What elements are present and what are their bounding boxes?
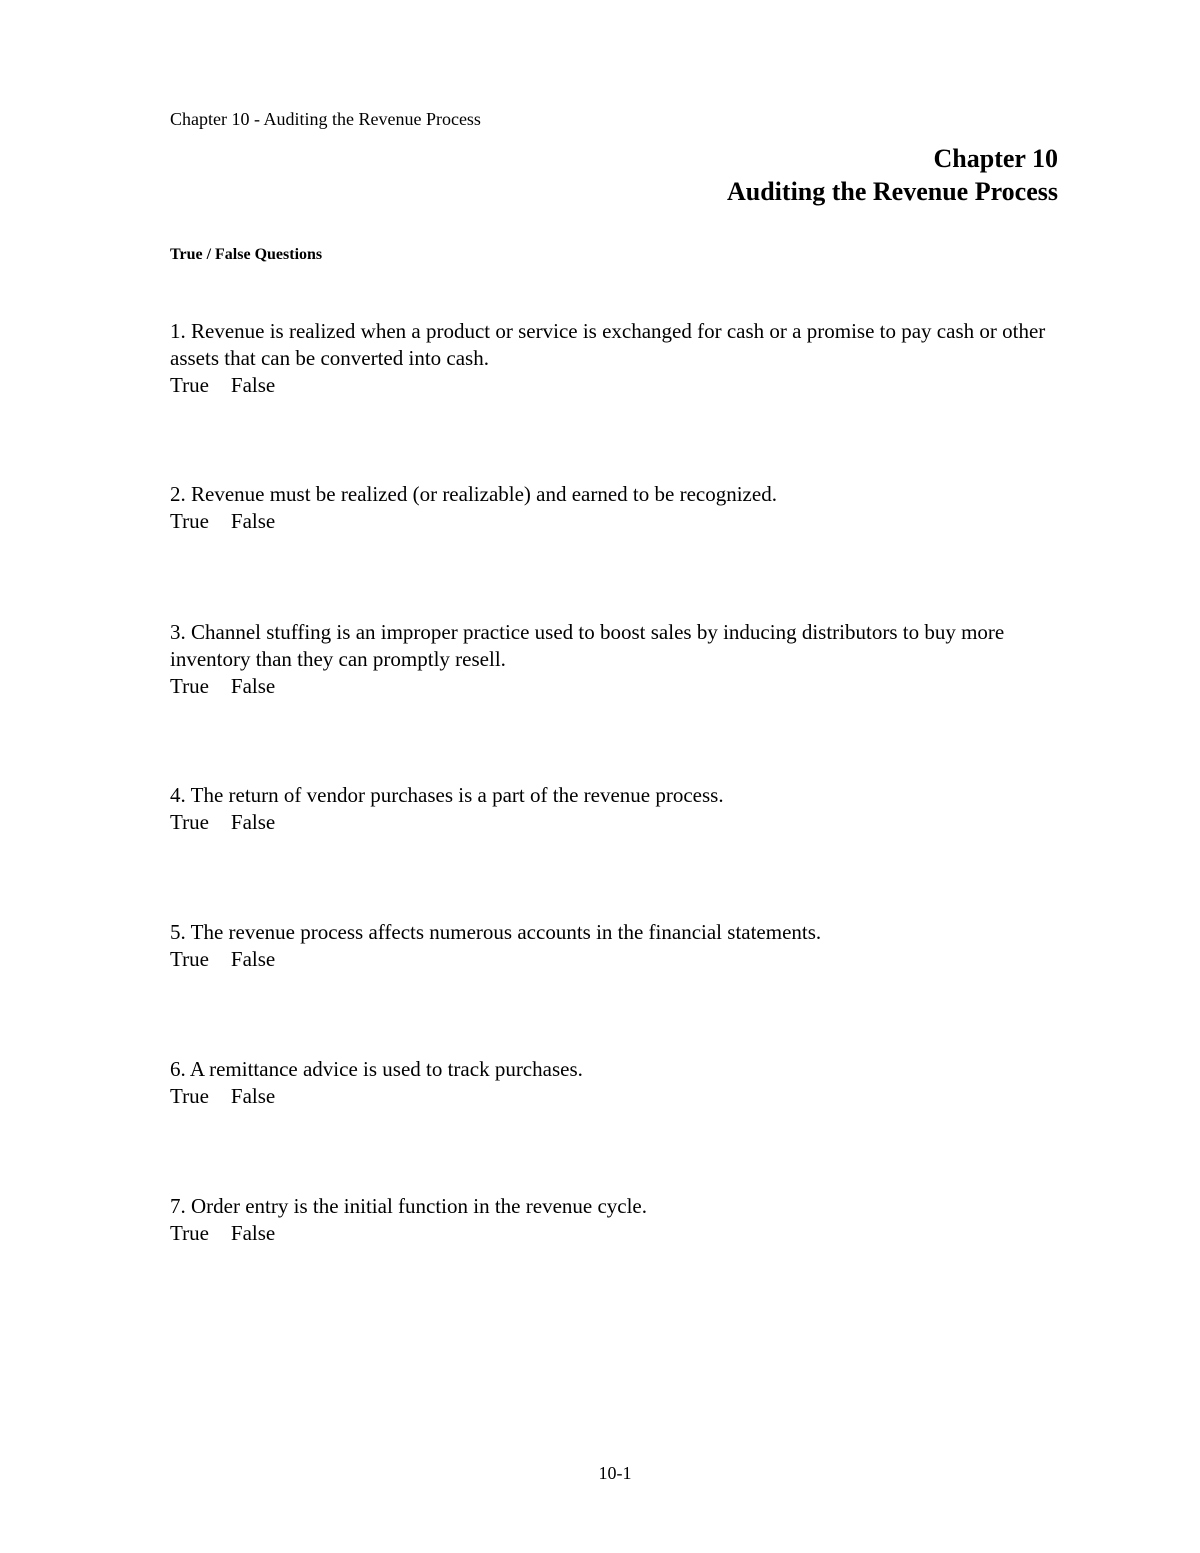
option-false: False: [230, 1221, 276, 1245]
question-item: [170, 1056, 1070, 1110]
option-false: False: [230, 1084, 276, 1108]
question-text: 4. The return of vendor purchases is a part of the revenue process.: [170, 783, 724, 807]
question-item: [170, 619, 1070, 700]
question-item: [170, 919, 1070, 973]
option-true: True: [170, 373, 209, 397]
question-text: 5. The revenue process affects numerous accounts in the financial statements.: [170, 920, 822, 944]
option-true: True: [170, 947, 209, 971]
option-true: True: [170, 509, 209, 533]
section-heading: True / False Questions: [170, 246, 323, 263]
answer-options: [170, 809, 1070, 836]
option-true: True: [170, 674, 209, 698]
option-true: True: [170, 1221, 209, 1245]
answer-options: [170, 1220, 1070, 1247]
question-item: [170, 318, 1070, 399]
option-false: False: [230, 947, 276, 971]
option-false: False: [230, 373, 276, 397]
question-text: 2. Revenue must be realized (or realizable) and earned to be recognized.: [170, 482, 777, 506]
question-item: [170, 1193, 1070, 1247]
question-text: 6. A remittance advice is used to track purchases.: [170, 1057, 583, 1081]
answer-options: [170, 372, 1070, 399]
option-true: True: [170, 1084, 209, 1108]
option-true: True: [170, 810, 209, 834]
question-item: [170, 481, 1070, 535]
option-false: False: [230, 674, 276, 698]
chapter-title-line-2: Auditing the Revenue Process: [726, 177, 1058, 206]
answer-options: [170, 508, 1070, 535]
running-header: Chapter 10 - Auditing the Revenue Process: [170, 109, 481, 129]
question-text: 1. Revenue is realized when a product or service is exchanged for cash or a promise to pay cash or other assets that can be converted into cash.: [170, 319, 1046, 370]
page-number: 10-1: [598, 1463, 632, 1483]
question-item: [170, 782, 1070, 836]
question-text: 3. Channel stuffing is an improper practice used to boost sales by inducing distributors to buy more inventory than they can promptly resell.: [170, 620, 1005, 671]
option-false: False: [230, 810, 276, 834]
answer-options: [170, 1083, 1070, 1110]
question-text: 7. Order entry is the initial function in the revenue cycle.: [170, 1194, 648, 1218]
answer-options: [170, 673, 1070, 700]
option-false: False: [230, 509, 276, 533]
chapter-title: [727, 142, 1058, 208]
answer-options: [170, 946, 1070, 973]
chapter-title-line-1: Chapter 10: [933, 144, 1058, 173]
